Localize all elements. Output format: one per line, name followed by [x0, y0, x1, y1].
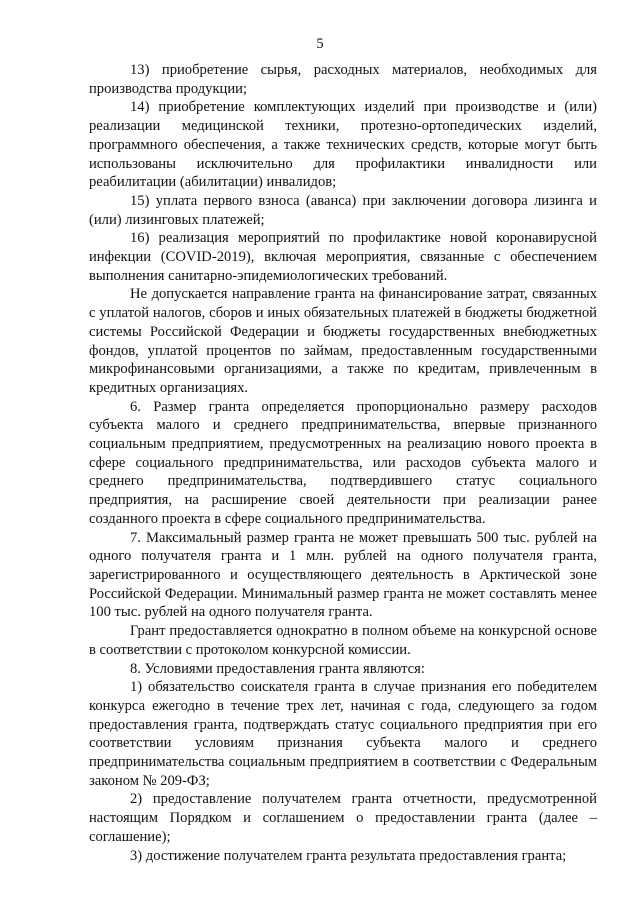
paragraph-grant-basis: Грант предоставляется однократно в полном объеме на конкурсной основе в соответствии с протоколом конкурсной комиссии. — [89, 623, 597, 658]
paragraph-item-16: 16) реализация мероприятий по профилактике новой коронавирусной инфекции (COVID-2019), включая мероприятия, связанные с обеспечением выполнения санитарно-эпидемиологических требований. — [89, 230, 597, 284]
page-number: 5 — [316, 36, 324, 52]
paragraph-section-7: 7. Максимальный размер гранта не может превышать 500 тыс. рублей на одного получателя гранта и 1 млн. рублей на одного получателя гранта, зарегистрированного и осуществляющего деятельность в Арктической зоне Российской Федерации. Минимальный размер гранта не может составлять менее 100 тыс. рублей на одного получателя гранта. — [89, 529, 597, 621]
paragraph-condition-1: 1) обязательство соискателя гранта в случае признания его победителем конкурса ежегодно в течение трех лет, начиная с года, следующего за годом предоставления гранта, подтверждать статус социального предприятия при его соответствии условиям признания субъекта малого и среднего предпринимательства социальным предприятием в соответствии с Федеральным законом № 209-ФЗ; — [89, 679, 597, 789]
document-body — [89, 61, 597, 865]
paragraph-section-8: 8. Условиями предоставления гранта являются: — [130, 660, 425, 677]
paragraph-condition-3: 3) достижение получателем гранта результата предоставления гранта; — [130, 847, 567, 864]
paragraph-item-13: 13) приобретение сырья, расходных материалов, необходимых для производства продукции; — [89, 62, 597, 97]
paragraph-item-15: 15) уплата первого взноса (аванса) при заключении договора лизинга и (или) лизинговых платежей; — [89, 192, 597, 228]
paragraph-section-6: 6. Размер гранта определяется пропорционально размеру расходов субъекта малого и среднего предпринимательства, впервые признанного социальным предприятием, предусмотренных на реализацию нового проекта в сфере социального предпринимательства, или расходов субъекта малого и среднего предпринимательства, подтвердившего статус социального предприятия, на расширение своей деятельности при реализации ранее созданного проекта в сфере социального предпринимательства. — [89, 398, 597, 527]
paragraph-restriction: Не допускается направление гранта на финансирование затрат, связанных с уплатой налогов, сборов и иных обязательных платежей в бюджеты бюджетной системы Российской Федерации и бюджеты государственных внебюджетных фондов, уплатой процентов по займам, предоставленным государственными микрофинансовыми организациями, а также по кредитам, привлеченным в кредитных организациях. — [89, 286, 597, 396]
paragraph-condition-2: 2) предоставление получателем гранта отчетности, предусмотренной настоящим Порядком и соглашением о предоставлении гранта (далее – соглашение); — [89, 791, 597, 845]
paragraph-item-14: 14) приобретение комплектующих изделий при производстве и (или) реализации медицинской техники, протезно-ортопедических изделий, программного обеспечения, а также технических средств, которые могут быть использованы исключительно для профилактики инвалидности или реабилитации (абилитации) инвалидов; — [89, 99, 597, 191]
